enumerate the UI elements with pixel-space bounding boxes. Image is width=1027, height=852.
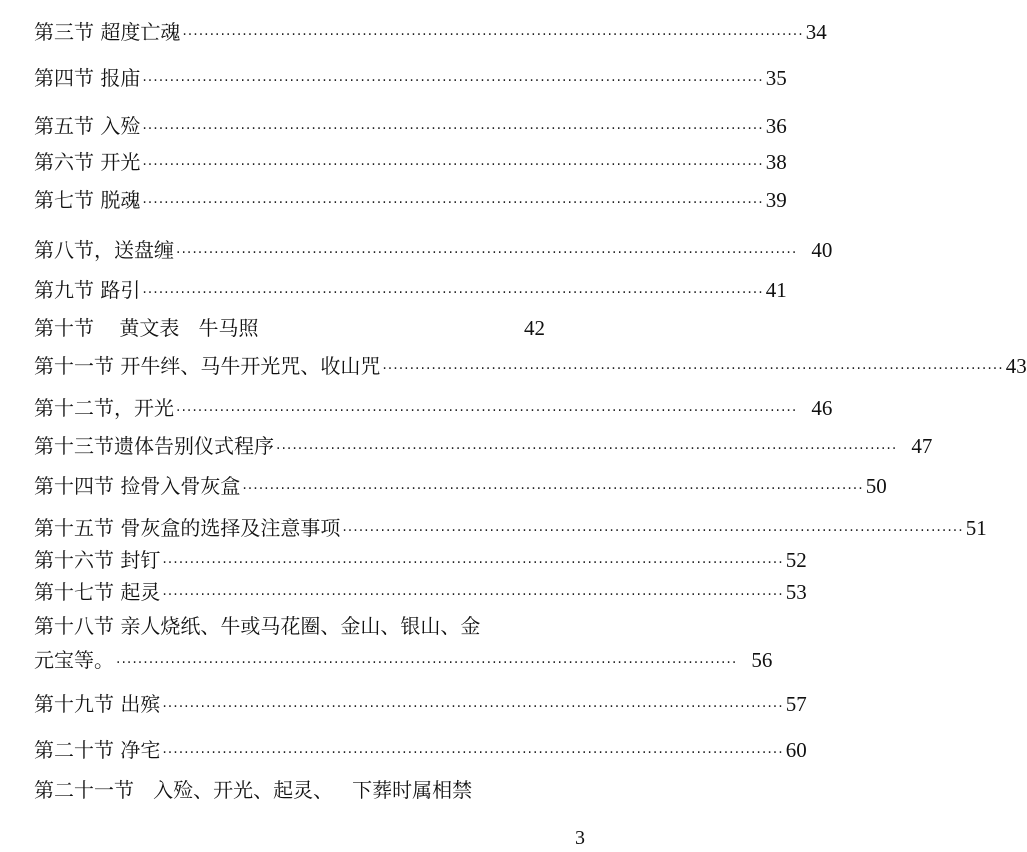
toc-entry-label: 第十六节 封钉 [34, 548, 161, 572]
toc-entry-page: 51 [965, 516, 987, 540]
toc-entry-page: 57 [785, 692, 807, 716]
toc-entry-label: 第十三节遗体告别仪式程序 [34, 434, 274, 458]
toc-entry [34, 64, 787, 92]
toc-entry [34, 352, 1027, 380]
toc-entry-label: 第十二节，开光 [34, 396, 174, 420]
leader-dots: ·················································································································· [162, 555, 784, 571]
toc-entry-label: 第十七节 起灵 [34, 580, 161, 604]
leader-dots: ·················································································································· [176, 403, 798, 419]
toc-entry [34, 148, 787, 176]
toc-entry-page: 43 [1005, 354, 1027, 378]
leader-dots: ·················································································································· [162, 699, 784, 715]
toc-entry [34, 472, 887, 500]
toc-entry-page: 42 [524, 316, 545, 340]
toc-entry-label: 第三节 超度亡魂 [34, 20, 181, 44]
leader-dots: ·················································································································· [182, 27, 804, 43]
toc-entry-label: 第十五节 骨灰盒的选择及注意事项 [34, 516, 341, 540]
leader-dots: ·················································································································· [342, 523, 964, 539]
leader-dots: ·················································································································· [176, 245, 798, 261]
toc-entry-label: 第八节，送盘缠 [34, 238, 174, 262]
leader-dots: ·················································································································· [382, 361, 1004, 377]
toc-entry-label: 第十九节 出殡 [34, 692, 161, 716]
toc-entry-label: 第六节 开光 [34, 150, 141, 174]
toc-entry [34, 394, 833, 422]
toc-entry-page: 50 [865, 474, 887, 498]
leader-dots: ·················································································································· [162, 745, 784, 761]
toc-entry-label: 第五节 入殓 [34, 114, 141, 138]
toc-entry-page: 53 [785, 580, 807, 604]
toc-entry-page: 38 [765, 150, 787, 174]
leader-dots: ·················································································································· [116, 655, 738, 671]
toc-entry [34, 186, 787, 214]
toc-entry-page: 39 [765, 188, 787, 212]
leader-dots: ·················································································································· [142, 73, 764, 89]
toc-entry-page: 52 [785, 548, 807, 572]
leader-dots: ·················································································································· [142, 157, 764, 173]
toc-entry [34, 112, 787, 140]
leader-dots: ·················································································································· [162, 587, 784, 603]
toc-entry [34, 578, 807, 606]
toc-entry [34, 432, 933, 460]
toc-entry-page: 56 [751, 648, 773, 672]
toc-entry-page: 35 [765, 66, 787, 90]
toc-entry [34, 646, 773, 674]
toc-entry-label: 第九节 路引 [34, 278, 141, 302]
toc-entry [34, 276, 787, 304]
toc-entry-label: 第十节 黄文表 牛马照 [34, 316, 259, 340]
toc-entry-page: 60 [785, 738, 807, 762]
toc-entry-label: 元宝等。 [34, 648, 114, 672]
toc-entry-page: 36 [765, 114, 787, 138]
toc-entry-label: 第十四节 捡骨入骨灰盒 [34, 474, 241, 498]
toc-entry-page: 34 [805, 20, 827, 44]
leader-dots: ·················································································································· [276, 441, 898, 457]
toc-entry [34, 514, 987, 542]
toc-entry-page: 46 [811, 396, 833, 420]
leader-dots: ·················································································································· [142, 195, 764, 211]
toc-entry-page: 40 [811, 238, 833, 262]
toc-entry [34, 546, 807, 574]
toc-entry-21: 第二十一节 入殓、开光、起灵、 下葬时属相禁 [34, 778, 473, 802]
leader-dots: ·················································································································· [142, 285, 764, 301]
toc-entry-page: 47 [911, 434, 933, 458]
toc-entry-label: 第七节 脱魂 [34, 188, 141, 212]
toc-entry-label: 第十一节 开牛绊、马牛开光咒、收山咒 [34, 354, 381, 378]
toc-entry-page: 41 [765, 278, 787, 302]
leader-dots: ·················································································································· [242, 481, 864, 497]
toc-entry [34, 236, 833, 264]
toc-entry [34, 736, 807, 764]
toc-entry [34, 314, 545, 342]
toc-entry [34, 690, 807, 718]
toc-entry-label: 第四节 报庙 [34, 66, 141, 90]
toc-entry-label: 第二十节 净宅 [34, 738, 161, 762]
page-number: 3 [575, 827, 585, 849]
toc-entry [34, 18, 827, 46]
toc-entry-18-line1: 第十八节 亲人烧纸、牛或马花圈、金山、银山、金 [34, 614, 481, 638]
leader-dots: ·················································································································· [142, 121, 764, 137]
